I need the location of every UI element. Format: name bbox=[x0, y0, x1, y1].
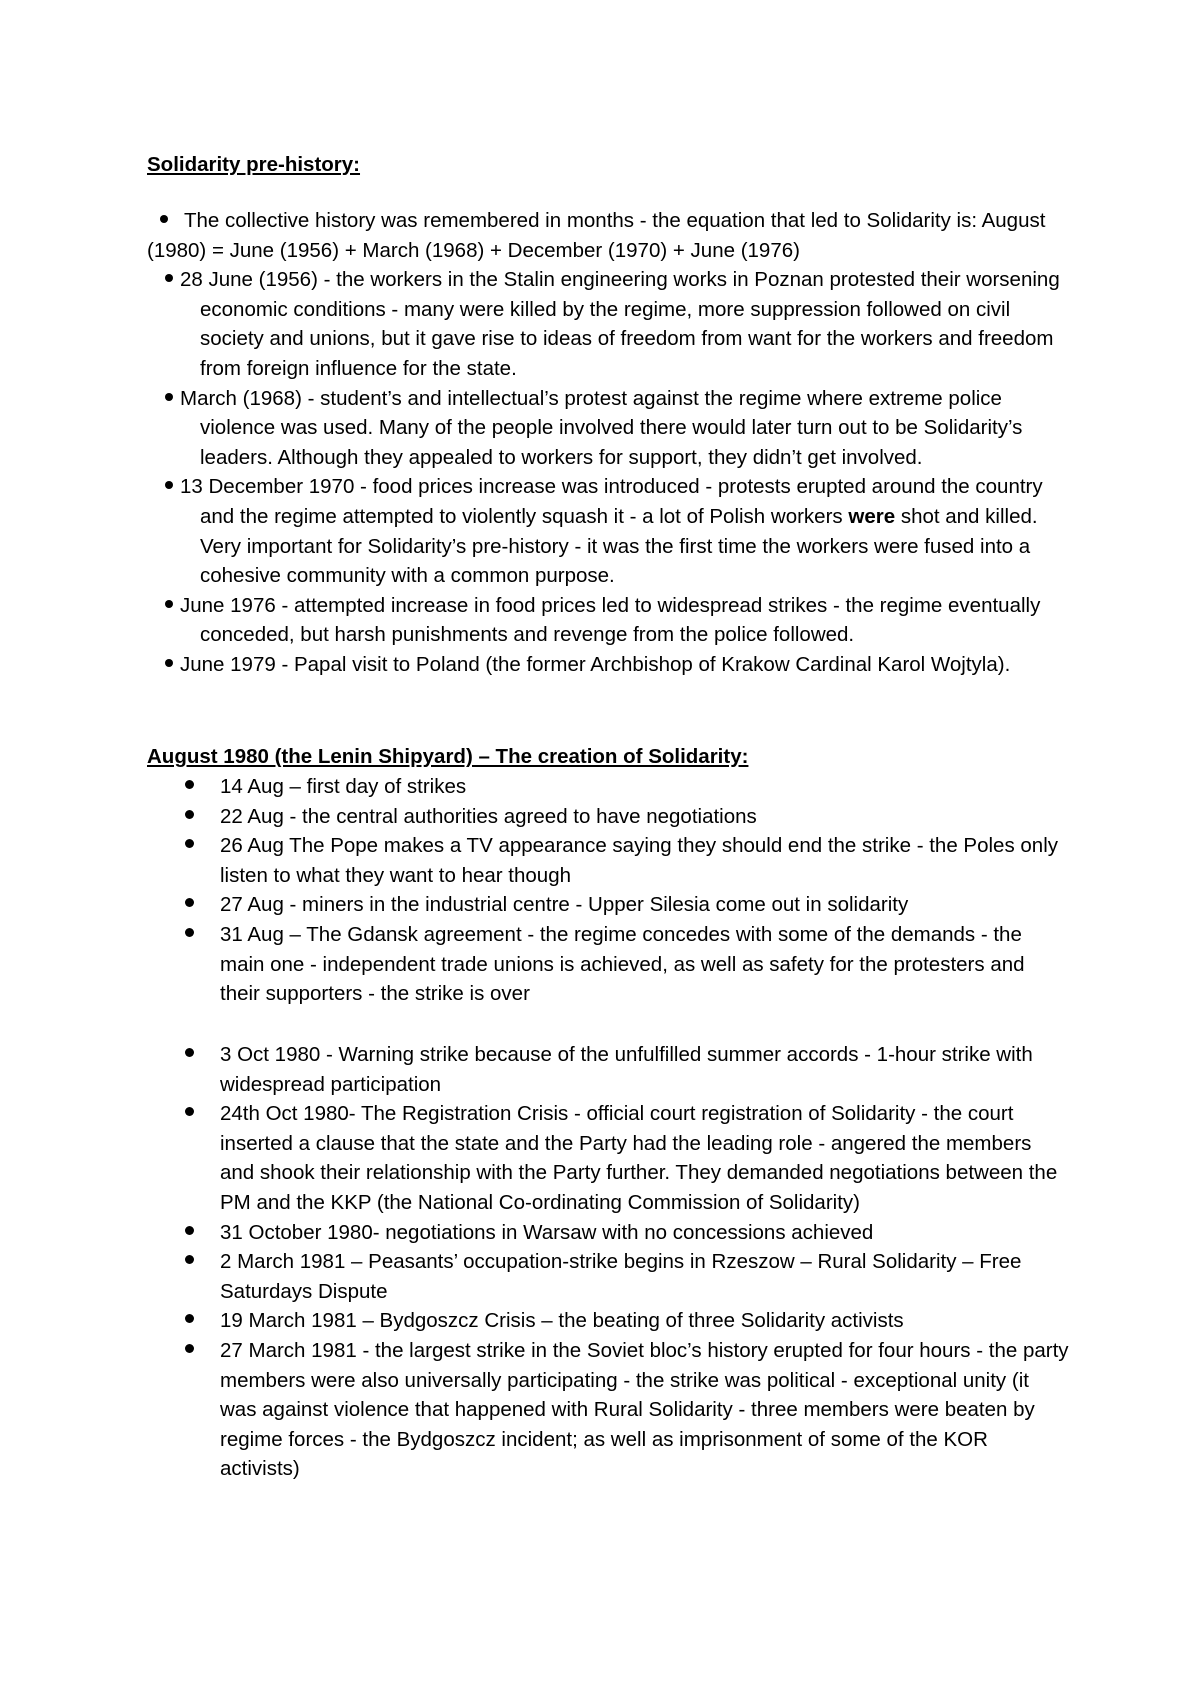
list-item-text: June 1979 - Papal visit to Poland (the former Archbishop of Krakow Cardinal Karol Wojtyla). bbox=[180, 652, 1011, 676]
list-item bbox=[0, 472, 1200, 590]
bullet-icon bbox=[185, 1314, 194, 1323]
list-item bbox=[0, 1247, 1200, 1306]
list-item-text: June 1976 - attempted increase in food prices led to widespread strikes - the regime eventually conceded, but harsh punishments and revenge from the police followed. bbox=[180, 593, 1041, 647]
list-item-text: 28 June (1956) - the workers in the Stalin engineering works in Poznan protested their worsening economic conditions - many were killed by the regime, more suppression followed on civil society and unions, but it gave rise to ideas of freedom from want for the workers and freedom from foreign influence for the state. bbox=[180, 268, 1060, 380]
emphasized-word: were bbox=[848, 504, 896, 528]
list-item-text: 14 Aug – first day of strikes bbox=[220, 775, 467, 798]
list-item bbox=[0, 1040, 1200, 1099]
august-1980-list bbox=[0, 772, 1200, 1009]
list-item-text: 22 Aug - the central authorities agreed to have negotiations bbox=[220, 804, 757, 828]
list-item bbox=[0, 890, 1200, 920]
list-item-text: The collective history was remembered in months - the equation that led to Solidarity is: August (1980) = June (1956) + March (1968) + December (1970) + June (1976) bbox=[147, 209, 1046, 262]
list-item bbox=[0, 591, 1200, 650]
bullet-icon bbox=[185, 810, 194, 819]
list-item-text: 27 Aug - miners in the industrial centre - Upper Silesia come out in solidarity bbox=[220, 893, 909, 917]
list-item-text: 2 March 1981 – Peasants’ occupation-strike begins in Rzeszow – Rural Solidarity – Free Saturdays Dispute bbox=[220, 1250, 1022, 1303]
list-item bbox=[0, 831, 1200, 890]
list-item bbox=[0, 265, 1200, 383]
list-item bbox=[0, 920, 1200, 1009]
bullet-icon bbox=[185, 898, 194, 907]
list-item bbox=[0, 772, 1200, 802]
list-item bbox=[0, 1306, 1200, 1336]
bullet-icon bbox=[185, 1344, 194, 1353]
list-item bbox=[0, 802, 1200, 832]
section-heading-prehistory: Solidarity pre-history: bbox=[147, 153, 361, 176]
list-item-text: 19 March 1981 – Bydgoszcz Crisis – the beating of three Solidarity activists bbox=[220, 1309, 904, 1333]
bullet-icon bbox=[165, 274, 173, 282]
list-item-text: 3 Oct 1980 - Warning strike because of the unfulfilled summer accords - 1-hour strike with widespread participation bbox=[220, 1043, 1033, 1096]
bullet-icon bbox=[165, 481, 173, 489]
list-item bbox=[0, 650, 1200, 680]
bullet-icon bbox=[165, 659, 173, 667]
list-item bbox=[0, 1099, 1200, 1217]
bullet-icon bbox=[185, 1107, 194, 1116]
bullet-icon bbox=[160, 215, 168, 223]
list-item bbox=[0, 1218, 1200, 1248]
prehistory-list bbox=[0, 206, 1200, 680]
list-item bbox=[0, 206, 1200, 265]
list-item-text: 31 October 1980- negotiations in Warsaw with no concessions achieved bbox=[220, 1220, 874, 1244]
list-item-text: March (1968) - student’s and intellectual’s protest against the regime where extreme police violence was used. Many of the people involved there would later turn out to be Solidarity’s leaders. Although they appealed to workers for support, they didn’t get involved. bbox=[180, 386, 1023, 469]
later-events-list bbox=[0, 1040, 1200, 1484]
bullet-icon bbox=[185, 1226, 194, 1235]
list-item-text: 31 Aug – The Gdansk agreement - the regime concedes with some of the demands - the main one - independent trade unions is achieved, as well as safety for the protesters and their supporters - the strike is over bbox=[220, 922, 1025, 1006]
bullet-icon bbox=[185, 1255, 194, 1264]
bullet-icon bbox=[185, 839, 194, 848]
bullet-icon bbox=[185, 1048, 194, 1057]
list-item bbox=[0, 384, 1200, 473]
list-item-text: shot and killed. Very important for Solidarity’s pre-history - it was the first time the workers were fused into a cohesive community with a common purpose. bbox=[200, 504, 1038, 588]
bullet-icon bbox=[185, 780, 194, 789]
bullet-icon bbox=[165, 393, 173, 401]
section-heading-august-1980: August 1980 (the Lenin Shipyard) – The creation of Solidarity: bbox=[147, 745, 749, 768]
bullet-icon bbox=[185, 928, 194, 937]
bullet-icon bbox=[165, 600, 173, 608]
list-item-text: 27 March 1981 - the largest strike in the Soviet bloc’s history erupted for four hours - the party members were also universally participating - the strike was political - exceptional unity (it was against violence that happened with Rural Solidarity - three members were beaten by regime forces - the Bydgoszcz incident; as well as imprisonment of some of the KOR activists) bbox=[220, 1338, 1069, 1481]
list-item-text: 24th Oct 1980- The Registration Crisis - official court registration of Solidarity - the court inserted a clause that the state and the Party had the leading role - angered the members and shook their relationship with the Party further. They demanded negotiations between the PM and the KKP (the National Co-ordinating Commission of Solidarity) bbox=[220, 1102, 1058, 1214]
list-item-text: 13 December 1970 - food prices increase was introduced - protests erupted around the country and the regime attempted to violently squash it - a lot of Polish workers bbox=[180, 475, 1043, 528]
list-item-text: 26 Aug The Pope makes a TV appearance saying they should end the strike - the Poles only listen to what they want to hear though bbox=[220, 834, 1058, 887]
list-item bbox=[0, 1336, 1200, 1484]
